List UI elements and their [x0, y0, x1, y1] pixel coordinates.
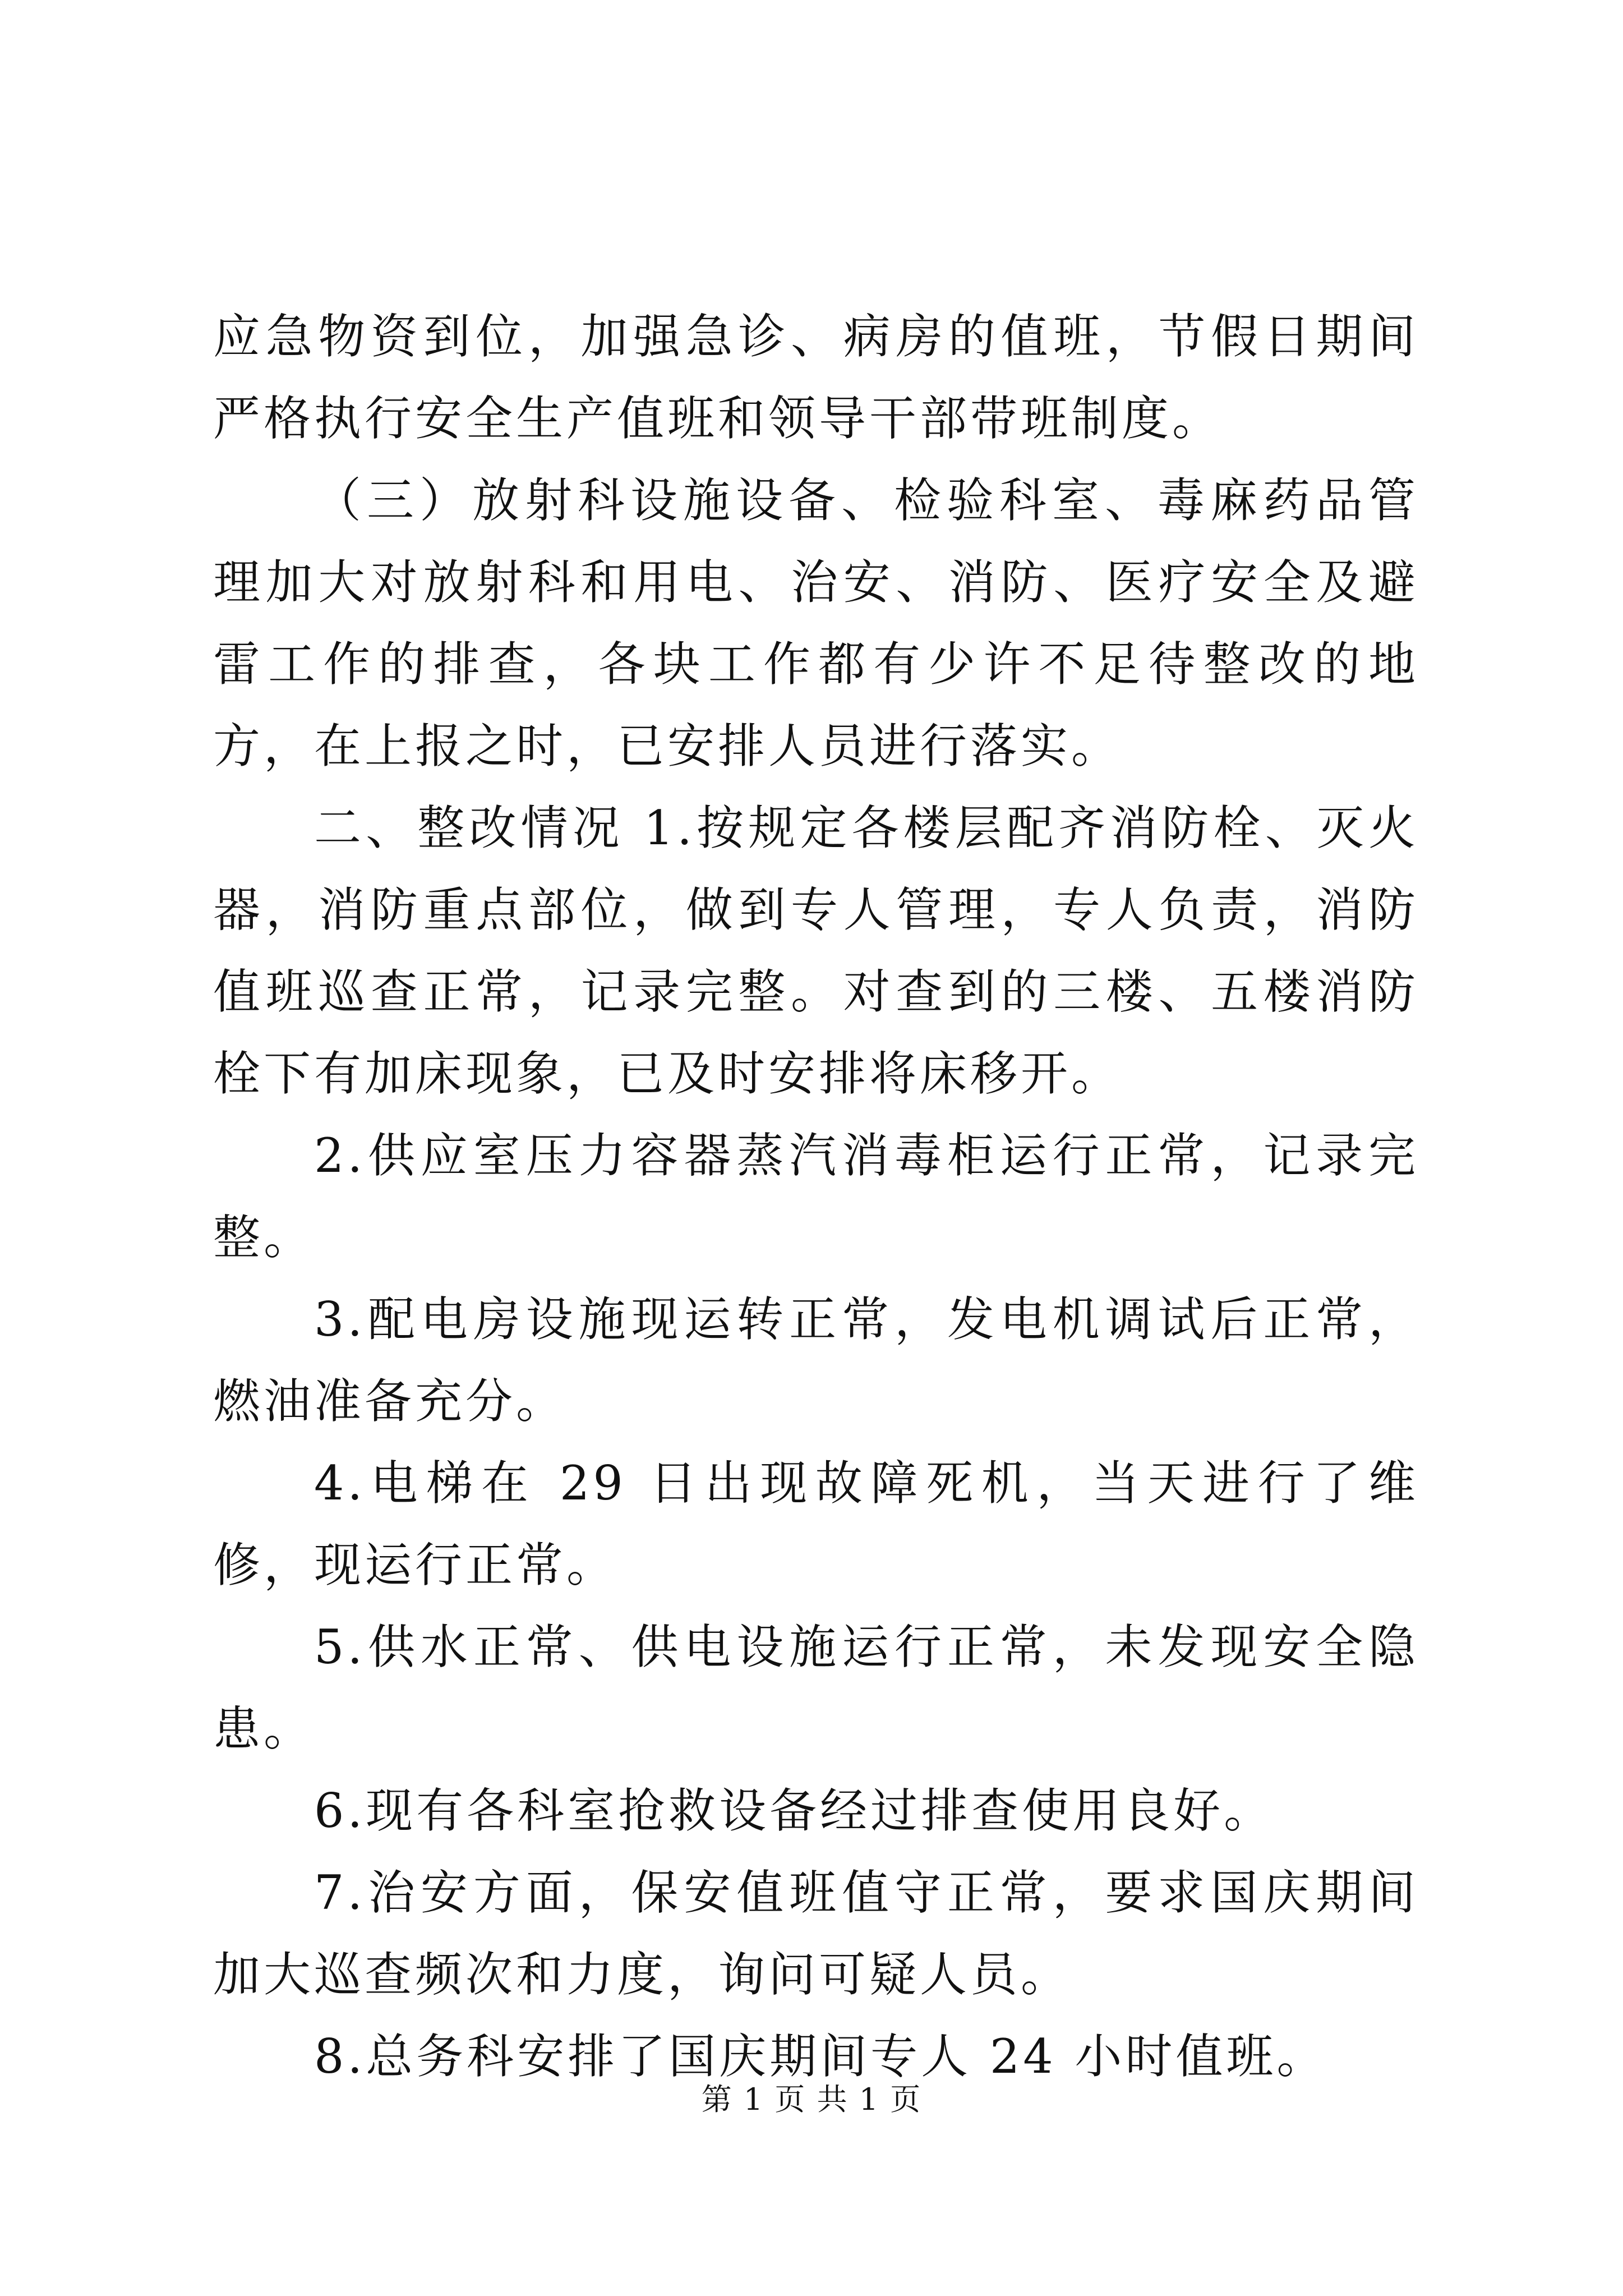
page-footer: 第 1 页 共 1 页	[701, 2082, 922, 2117]
document-body	[213, 296, 1419, 2097]
paragraph-item-2: 2.供应室压力容器蒸汽消毒柜运行正常，记录完整。	[213, 1128, 1419, 1265]
paragraph-section-three: （三）放射科设施设备、检验科室、毒麻药品管理加大对放射科和用电、治安、消防、医疗安全及避雷工作的排查，各块工作都有少许不足待整改的地方，在上报之时，已安排人员进行落实。	[213, 473, 1419, 774]
paragraph-item-7: 7.治安方面，保安值班值守正常，要求国庆期间加大巡查频次和力度，询问可疑人员。	[213, 1865, 1419, 2002]
paragraph-rectification-1: 二、整改情况 1.按规定各楼层配齐消防栓、灭火器，消防重点部位，做到专人管理，专人负责，消防值班巡查正常，记录完整。对查到的三楼、五楼消防栓下有加床现象，已及时安排将床移开。	[213, 800, 1419, 1101]
paragraph-item-6: 6.现有各科室抢救设备经过排查使用良好。	[314, 1783, 1275, 1838]
paragraph-continuation: 应急物资到位，加强急诊、病房的值班，节假日期间严格执行安全生产值班和领导干部带班制度。	[213, 309, 1419, 446]
paragraph-item-8: 8.总务科安排了国庆期间专人 24 小时值班。	[314, 2029, 1327, 2084]
paragraph-item-4: 4.电梯在 29 日出现故障死机，当天进行了维修，现运行正常。	[213, 1456, 1419, 1593]
paragraph-item-5: 5.供水正常、供电设施运行正常，未发现安全隐患。	[213, 1619, 1419, 1756]
paragraph-item-3: 3.配电房设施现运转正常，发电机调试后正常，燃油准备充分。	[213, 1292, 1419, 1429]
